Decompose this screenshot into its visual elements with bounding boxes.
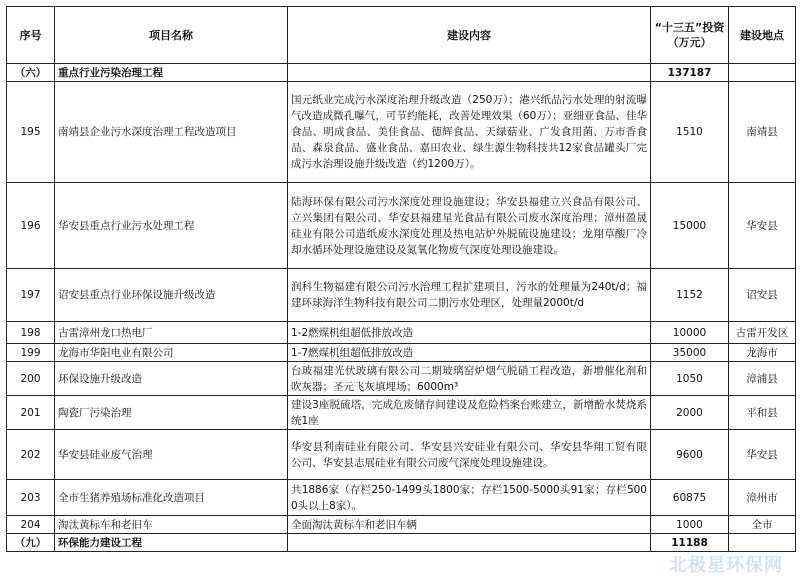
section-name: 环保能力建设工程 [55, 534, 288, 552]
row-no: 199 [7, 344, 55, 362]
row-investment: 1000 [651, 516, 729, 534]
row-location: 华安县 [729, 183, 796, 269]
header-no: 序号 [7, 7, 55, 64]
header-content: 建设内容 [288, 7, 651, 64]
row-no: 200 [7, 362, 55, 396]
row-location: 古雷开发区 [729, 322, 796, 344]
row-content: 华安县利南硅业有限公司、华安县兴安硅业有限公司、华安县华翔工贸有限公司、华安县志展硅业有限公司废气深度处理设施建设。 [288, 430, 651, 480]
row-investment: 1050 [651, 362, 729, 396]
section-no: （九） [7, 534, 55, 552]
header-name: 项目名称 [55, 7, 288, 64]
table-row [7, 516, 796, 534]
table-row [7, 396, 796, 430]
row-content: 1-7燃煤机组超低排放改造 [288, 344, 651, 362]
row-content: 建设3座脱硫塔，完成危废储存间建设及危险档案台账建立，新增酚水焚烧系统1座 [288, 396, 651, 430]
row-no: 196 [7, 183, 55, 269]
row-investment: 15000 [651, 183, 729, 269]
row-no: 197 [7, 269, 55, 322]
row-no: 201 [7, 396, 55, 430]
row-location: 南靖县 [729, 82, 796, 183]
section-content [288, 64, 651, 82]
table-row [7, 322, 796, 344]
table-row [7, 344, 796, 362]
row-name: 龙海市华阳电业有限公司 [55, 344, 288, 362]
row-content: 润科生物福建有限公司污水治理工程扩建项目，污水的处理量为240t/d；福建环球海洋生物科技有限公司二期污水处理区，处理量2000t/d [288, 269, 651, 322]
header-location: 建设地点 [729, 7, 796, 64]
row-name: 南靖县企业污水深度治理工程改造项目 [55, 82, 288, 183]
header-row [7, 7, 796, 64]
table-row [7, 362, 796, 396]
row-content: 台玻福建光伏玻璃有限公司二期玻璃窑炉烟气脱硝工程改造，新增催化剂和吹灰器；圣元飞灰填埋场；6000m³ [288, 362, 651, 396]
row-no: 198 [7, 322, 55, 344]
row-location: 诏安县 [729, 269, 796, 322]
row-name: 淘汰黄标车和老旧车 [55, 516, 288, 534]
table-row [7, 269, 796, 322]
row-name: 全市生猪养殖场标准化改造项目 [55, 480, 288, 516]
row-location: 华安县 [729, 430, 796, 480]
row-name: 华安县硅业废气治理 [55, 430, 288, 480]
row-content: 1-2燃煤机组超低排放改造 [288, 322, 651, 344]
section-name: 重点行业污染治理工程 [55, 64, 288, 82]
row-name: 诏安县重点行业环保设施升级改造 [55, 269, 288, 322]
row-location: 龙海市 [729, 344, 796, 362]
row-name: 华安县重点行业污水处理工程 [55, 183, 288, 269]
section-location [729, 534, 796, 552]
table-row [7, 480, 796, 516]
row-no: 203 [7, 480, 55, 516]
row-investment: 10000 [651, 322, 729, 344]
section-row [7, 534, 796, 552]
row-content: 全面淘汰黄标车和老旧车辆 [288, 516, 651, 534]
row-name: 陶瓷厂污染治理 [55, 396, 288, 430]
row-investment: 1152 [651, 269, 729, 322]
row-investment: 60875 [651, 480, 729, 516]
row-location: 全市 [729, 516, 796, 534]
project-table [6, 6, 796, 552]
section-investment: 137187 [651, 64, 729, 82]
row-no: 195 [7, 82, 55, 183]
row-investment: 9600 [651, 430, 729, 480]
row-investment: 35000 [651, 344, 729, 362]
header-investment: “十三五”投资（万元） [651, 7, 729, 64]
row-content: 共1886家（存栏250-1499头1800家；存栏1500-5000头91家；存栏5000头以上8家）。 [288, 480, 651, 516]
row-location: 漳浦县 [729, 362, 796, 396]
row-name: 古雷漳州龙口热电厂 [55, 322, 288, 344]
section-row [7, 64, 796, 82]
watermark-text: 北极星环保网 [669, 555, 783, 576]
row-investment: 1510 [651, 82, 729, 183]
watermark-logo [669, 551, 783, 577]
section-location [729, 64, 796, 82]
table-row [7, 183, 796, 269]
section-content [288, 534, 651, 552]
section-no: （六） [7, 64, 55, 82]
row-content: 国元纸业完成污水深度治理升级改造（250万）；港兴纸品污水处理的射流曝气改造成微孔曝气，可节约能耗，改善处理效果（60万）；亚细亚食品、佳华食品、明成食品、美佳食品、德辉食品、天绿菇业、广发食用菌、万市香食品、森泉食品、盛业食品、嘉田农业、绿生源生物科技共12家食品罐头厂完成污水治理设施升级改造（约1200万）。 [288, 82, 651, 183]
table-row [7, 82, 796, 183]
row-investment: 2000 [651, 396, 729, 430]
row-location: 漳州市 [729, 480, 796, 516]
row-location: 平和县 [729, 396, 796, 430]
row-content: 陆海环保有限公司污水深度处理设施建设；华安县福建立兴食品有限公司、立兴集团有限公司、华安县福建星光食品有限公司废水深度治理；漳州盈晟硅业有限公司造纸废水深度处理及热电站炉外脱硫设施建设；龙翔草酸厂冷却水循环处理设施建设及氮氧化物废气深度处理设施建设。 [288, 183, 651, 269]
row-no: 202 [7, 430, 55, 480]
section-investment: 11188 [651, 534, 729, 552]
row-no: 204 [7, 516, 55, 534]
row-name: 环保设施升级改造 [55, 362, 288, 396]
table-row [7, 430, 796, 480]
